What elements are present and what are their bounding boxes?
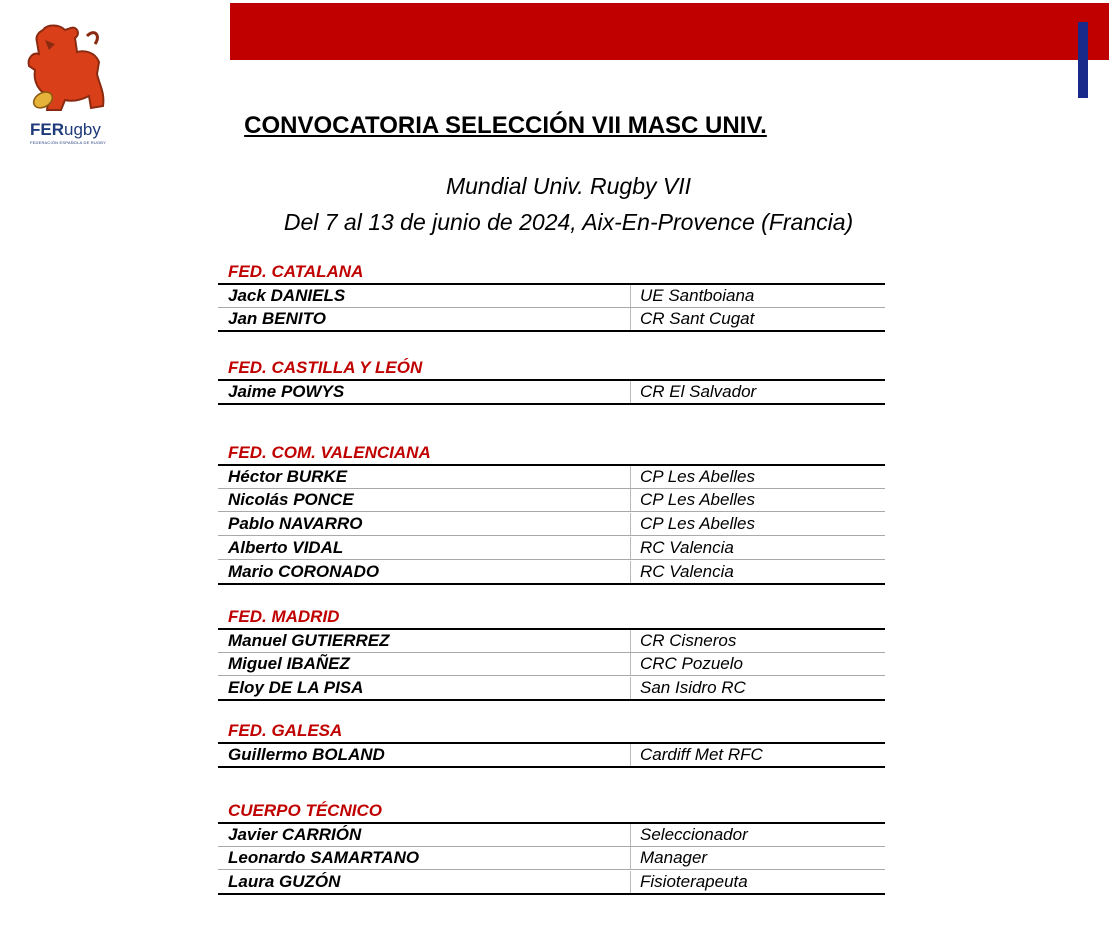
event-dates-location: Del 7 al 13 de junio de 2024, Aix-En-Provence (Francia) [283, 209, 854, 235]
club-name: RC Valencia [640, 537, 734, 557]
club-name: RC Valencia [640, 561, 734, 581]
player-name: Nicolás PONCE [228, 490, 354, 510]
row-line [218, 766, 885, 768]
club-name: UE Santboiana [640, 285, 755, 305]
section-title: FED. GALESA [228, 721, 343, 740]
row-line [218, 330, 885, 332]
roster-row [218, 513, 885, 536]
player-name: Jack DANIELS [228, 285, 346, 305]
roster-row [218, 537, 885, 560]
section-header [218, 261, 885, 284]
club-name: CR Cisneros [640, 630, 737, 650]
roster-row [218, 285, 885, 308]
column-divider [630, 677, 631, 700]
column-divider [630, 308, 631, 331]
row-line [218, 583, 885, 585]
player-name: Mario CORONADO [228, 561, 380, 581]
column-divider [630, 824, 631, 847]
roster-row [218, 744, 885, 767]
club-name: San Isidro RC [640, 678, 746, 698]
section-title: FED. COM. VALENCIANA [228, 443, 431, 462]
logo-tagline: FEDERACIÓN ESPAÑOLA DE RUGBY [30, 140, 106, 145]
player-name: Manuel GUTIERREZ [228, 630, 390, 650]
roster-row [218, 677, 885, 700]
section-title: FED. CASTILLA Y LEÓN [228, 358, 423, 377]
section-header [218, 606, 885, 629]
roster-row [218, 847, 885, 870]
header-red-banner [230, 3, 1109, 60]
player-name: Pablo NAVARRO [228, 514, 363, 534]
roster-row [218, 381, 885, 404]
roster-row [218, 871, 885, 894]
event-name: Mundial Univ. Rugby VII [445, 173, 691, 199]
section-title: FED. CATALANA [228, 262, 364, 281]
roster-row [218, 824, 885, 847]
column-divider [630, 561, 631, 584]
column-divider [630, 744, 631, 767]
row-line [218, 403, 885, 405]
column-divider [630, 466, 631, 489]
player-name: Miguel IBAÑEZ [228, 654, 350, 674]
row-line [218, 699, 885, 701]
player-name: Eloy DE LA PISA [228, 678, 364, 698]
roster-row [218, 489, 885, 512]
column-divider [630, 489, 631, 512]
roster-row [218, 630, 885, 653]
player-name: Laura GUZÓN [228, 872, 341, 892]
club-name: CRC Pozuelo [640, 654, 743, 674]
club-name: CR Sant Cugat [640, 309, 755, 329]
player-name: Leonardo SAMARTANO [228, 848, 420, 868]
column-divider [630, 630, 631, 653]
club-name: CP Les Abelles [640, 466, 755, 486]
section-header [218, 357, 885, 380]
roster-row [218, 308, 885, 331]
player-name: Héctor BURKE [228, 466, 348, 486]
club-name: CP Les Abelles [640, 490, 755, 510]
club-name: Manager [640, 848, 708, 868]
club-name: CP Les Abelles [640, 514, 755, 534]
roster-row [218, 466, 885, 489]
club-name: Seleccionador [640, 824, 748, 844]
section-title: CUERPO TÉCNICO [228, 801, 382, 820]
club-name: CR El Salvador [640, 381, 757, 401]
section-title: FED. MADRID [228, 607, 340, 626]
section-header [218, 800, 885, 823]
column-divider [630, 381, 631, 404]
column-divider [630, 653, 631, 676]
club-name: Fisioterapeuta [640, 872, 748, 892]
roster-row [218, 653, 885, 676]
lion-emblem-icon [25, 22, 110, 122]
player-name: Javier CARRIÓN [228, 824, 362, 844]
header-blue-accent [1078, 22, 1088, 98]
column-divider [630, 871, 631, 894]
section-header [218, 442, 885, 465]
logo-wordmark: FERugby [30, 120, 101, 139]
club-name: Cardiff Met RFC [640, 744, 763, 764]
player-name: Jaime POWYS [228, 381, 345, 401]
section-header [218, 720, 885, 743]
column-divider [630, 513, 631, 536]
player-name: Jan BENITO [228, 309, 326, 329]
row-line [218, 893, 885, 895]
column-divider [630, 537, 631, 560]
document-title: CONVOCATORIA SELECCIÓN VII MASC UNIV. [244, 112, 767, 139]
player-name: Guillermo BOLAND [228, 744, 385, 764]
roster-row [218, 561, 885, 584]
column-divider [630, 285, 631, 308]
player-name: Alberto VIDAL [228, 537, 344, 557]
column-divider [630, 847, 631, 870]
